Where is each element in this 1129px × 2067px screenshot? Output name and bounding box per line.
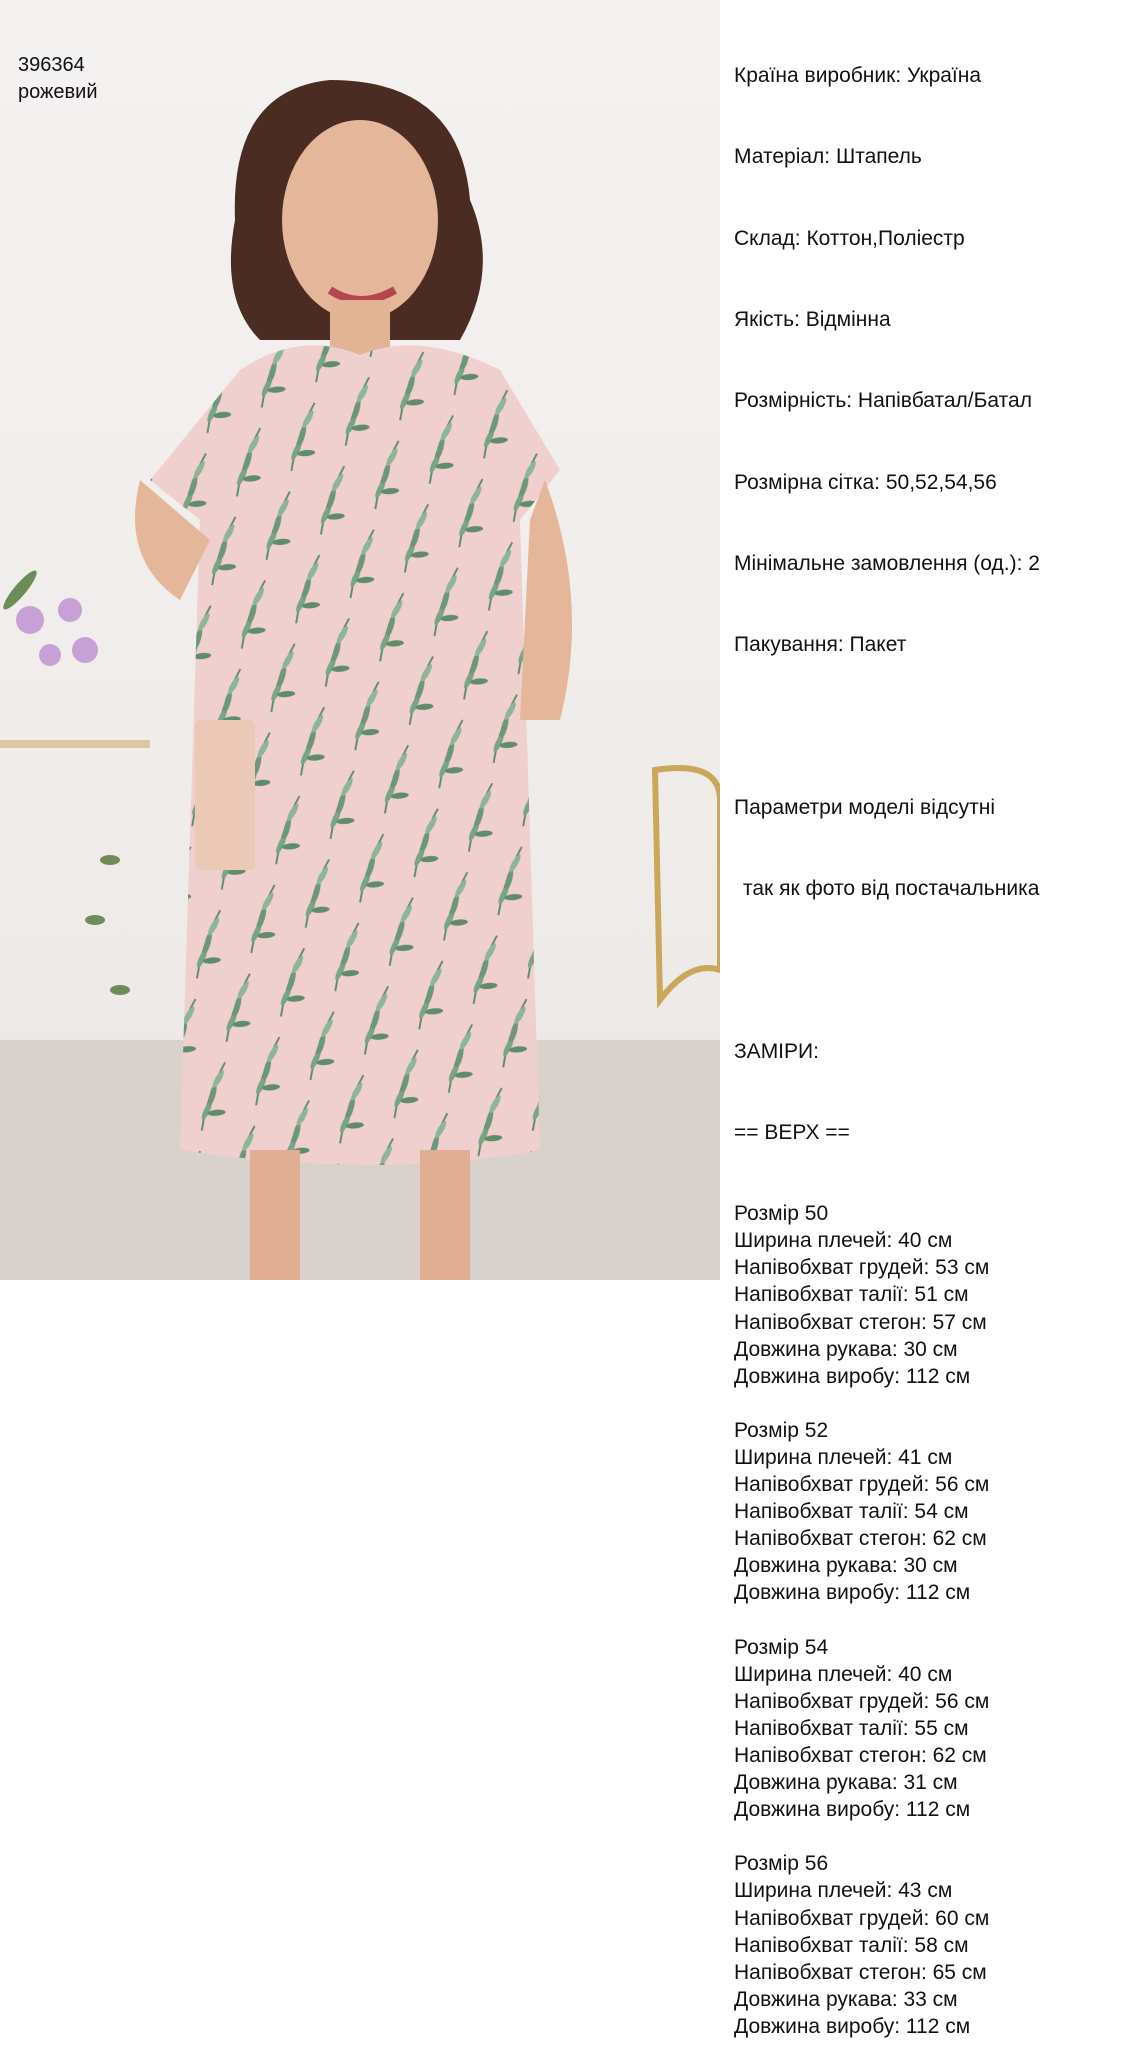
measurement-row: Ширина плечей: 40 см (734, 1662, 953, 1686)
spec-line: Пакування: Пакет (734, 633, 907, 657)
measurement-row: Напівобхват грудей: 60 см (734, 1906, 990, 1930)
size-label: Розмір 50 (734, 1202, 829, 1226)
spec-line: Розмірність: Напівбатал/Батал (734, 389, 1032, 413)
spec-line: Матеріал: Штапель (734, 145, 922, 169)
size-group (734, 1417, 1040, 1607)
measurement-row: Довжина рукава: 31 см (734, 1771, 958, 1795)
spec-line: Якість: Відмінна (734, 308, 891, 332)
measurement-row: Напівобхват стегон: 62 см (734, 1744, 987, 1767)
sku-number: 396364 (18, 54, 85, 76)
measurement-row: Ширина плечей: 43 см (734, 1879, 953, 1903)
size-label: Розмір 56 (734, 1852, 829, 1876)
measurement-row: Довжина виробу: 112 см (734, 2014, 971, 2038)
measurement-row: Ширина плечей: 41 см (734, 1445, 953, 1469)
measurement-row: Напівобхват грудей: 56 см (734, 1473, 990, 1497)
size-label: Розмір 54 (734, 1635, 829, 1659)
size-group (734, 1200, 1040, 1390)
size-group (734, 1634, 1040, 1824)
measurement-row: Напівобхват талії: 54 см (734, 1500, 969, 1524)
color-name: рожевий (18, 81, 98, 103)
measurements-title: ЗАМІРИ: (734, 1039, 819, 1063)
note-line: так як фото від постачальника (743, 877, 1040, 900)
measurement-row: Довжина рукава: 33 см (734, 1987, 958, 2011)
product-label (18, 52, 98, 106)
measurement-row: Довжина виробу: 112 см (734, 1364, 971, 1388)
measurement-row: Напівобхват стегон: 62 см (734, 1527, 987, 1551)
size-label: Розмір 52 (734, 1418, 829, 1442)
measurement-row: Напівобхват талії: 55 см (734, 1716, 969, 1740)
measurement-row: Напівобхват грудей: 53 см (734, 1256, 990, 1280)
measurement-row: Довжина виробу: 112 см (734, 1581, 971, 1605)
spec-line: Розмірна сітка: 50,52,54,56 (734, 470, 997, 494)
size-group (734, 1850, 1040, 2040)
model-illustration (0, 0, 720, 1280)
spec-line: Мінімальне замовлення (од.): 2 (734, 551, 1040, 575)
measurement-row: Напівобхват талії: 51 см (734, 1283, 969, 1307)
measurement-row: Напівобхват стегон: 65 см (734, 1960, 987, 1984)
measurement-row: Довжина рукава: 30 см (734, 1554, 958, 1578)
measurement-row: Довжина рукава: 30 см (734, 1337, 958, 1361)
measurement-row: Напівобхват грудей: 56 см (734, 1689, 990, 1713)
size-groups (734, 1200, 1040, 2040)
note-line: Параметри моделі відсутні (734, 795, 996, 819)
product-photo (0, 0, 720, 1280)
measurement-row: Довжина виробу: 112 см (734, 1798, 971, 1822)
measurements-section: == ВЕРХ == (734, 1120, 850, 1144)
spec-line: Склад: Коттон,Поліестр (734, 226, 965, 250)
measurement-row: Напівобхват стегон: 57 см (734, 1310, 987, 1334)
measurement-row: Напівобхват талії: 58 см (734, 1933, 969, 1957)
spec-line: Країна виробник: Україна (734, 64, 982, 88)
measurement-row: Ширина плечей: 40 см (734, 1229, 953, 1253)
product-details (734, 8, 1040, 2067)
